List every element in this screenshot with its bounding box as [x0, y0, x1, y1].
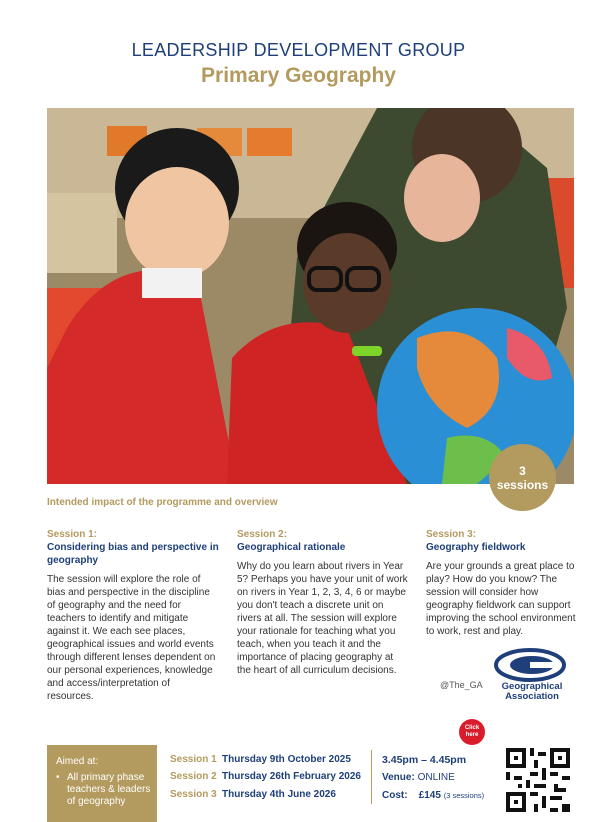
click-here-button[interactable]	[459, 719, 485, 745]
schedule-label: Session 3	[170, 789, 217, 800]
session-3-column	[426, 528, 586, 638]
session-title: Geographical rationale	[237, 542, 346, 553]
session-label: Session 3:	[426, 529, 477, 540]
sessions-count-badge	[489, 444, 556, 511]
audience-text: All primary phase teachers & leaders of geography	[67, 772, 151, 807]
badge-word: sessions	[496, 477, 549, 492]
cost-value: £145	[418, 790, 441, 801]
schedule-row	[170, 771, 361, 782]
session-description: The session will explore the role of bias and perspective in the discipline of geography and the need for teachers to identify and mitigate against it. We each see places, geographical issues and world events through different lenses dependent on our personal experiences, knowledge and access/interpretation of resources.	[47, 574, 216, 702]
session-2-column	[237, 528, 409, 677]
session-label: Session 1:	[47, 529, 98, 540]
divider	[371, 750, 372, 804]
cost-label: Cost:	[382, 790, 408, 801]
audience-item	[56, 772, 152, 808]
session-title: Geography fieldwork	[426, 542, 526, 553]
organisation-heading: LEADERSHIP DEVELOPMENT GROUP	[131, 40, 466, 60]
session-description: Why do you learn about rivers in Year 5? Perhaps you have your unit of work on rivers in Year 1, 2, 3, 4, 6 or maybe you don't teach a discrete unit on rivers at all. The session will explore your rationale for teaching what you teach, when you teach it and the importance of placing geography at the heart of all curriculum decisions.	[237, 561, 408, 676]
schedule-date: Thursday 26th February 2026	[222, 771, 361, 782]
social-handle[interactable]: @The_GA	[440, 680, 483, 690]
audience-heading: Aimed at:	[56, 756, 99, 767]
click-label-1: Click	[464, 725, 480, 731]
schedule-row	[170, 789, 336, 800]
logo-line-2: Association	[505, 691, 559, 702]
venue-value: ONLINE	[417, 772, 455, 783]
cost	[382, 790, 484, 801]
click-label-2: here	[465, 732, 479, 738]
section-heading: Intended impact of the programme and overview	[47, 497, 278, 508]
schedule-label: Session 1	[170, 754, 217, 765]
logo-line-1: Geographical	[501, 681, 563, 692]
session-label: Session 2:	[237, 529, 288, 540]
geographical-association-wordmark	[492, 682, 572, 702]
badge-number: 3	[519, 463, 526, 478]
qr-code[interactable]	[506, 748, 570, 812]
venue	[382, 772, 455, 783]
session-time: 3.45pm – 4.45pm	[382, 754, 467, 766]
cost-note: (3 sessions)	[443, 791, 485, 800]
audience-box	[47, 745, 157, 822]
schedule-row	[170, 754, 351, 765]
schedule-label: Session 2	[170, 771, 217, 782]
session-description: Are your grounds a great place to play? How do you know? The session will consider how geography fieldwork can support improving the school environment to work, rest and play.	[426, 561, 576, 637]
page-title: Primary Geography	[201, 64, 396, 87]
schedule-date: Thursday 9th October 2025	[222, 754, 351, 765]
session-title: Considering bias and perspective in geography	[47, 542, 219, 566]
session-1-column	[47, 528, 219, 703]
classroom-photo	[47, 108, 574, 484]
bullet-icon: •	[56, 772, 60, 783]
venue-label: Venue:	[382, 772, 415, 783]
schedule-date: Thursday 4th June 2026	[222, 789, 336, 800]
